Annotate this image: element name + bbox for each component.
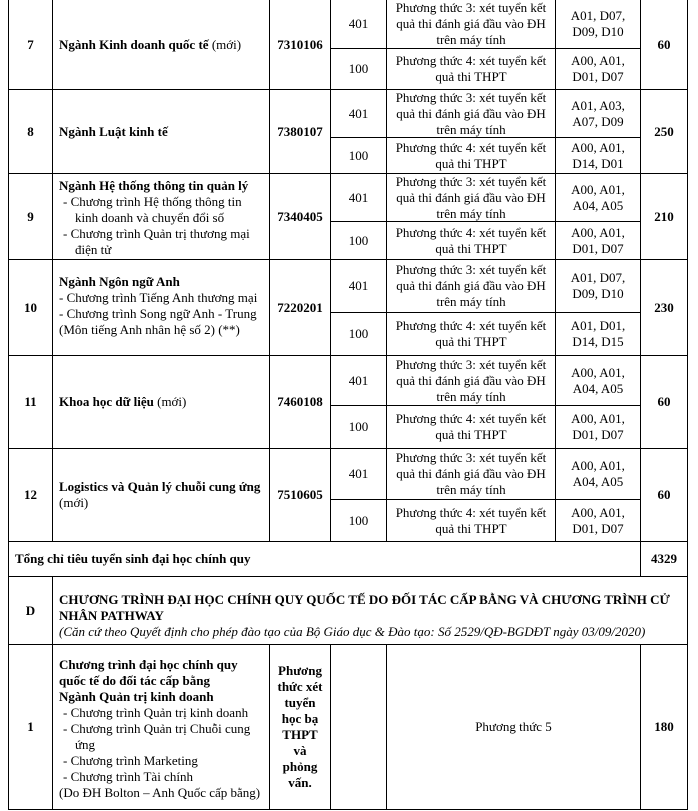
row-9-method-401-id: 401 bbox=[330, 173, 387, 222]
row-9-method-401-desc: Phương thức 3: xét tuyển kết quả thi đánh giá đầu vào ĐH trên máy tính bbox=[386, 173, 556, 222]
row-10-method-100-combos: A01, D01, D14, D15 bbox=[555, 312, 641, 356]
row-12-method-100-desc: Phương thức 4: xét tuyển kết quả thi THPT bbox=[386, 499, 556, 542]
row-12-method-100-combos: A00, A01, D01, D07 bbox=[555, 499, 641, 542]
row-d1-heading: Chương trình đại học chính quy quốc tế do đối tác cấp bằng bbox=[59, 657, 238, 688]
row-12-method-401-combos: A00, A01, A04, A05 bbox=[555, 448, 641, 500]
row-12-major: Logistics và Quản lý chuỗi cung ứng (mới) bbox=[52, 448, 270, 542]
row-9-method-100-desc: Phương thức 4: xét tuyển kết quả thi THPT bbox=[386, 221, 556, 260]
row-8-method-100-desc: Phương thức 4: xét tuyển kết quả thi THPT bbox=[386, 137, 556, 174]
row-9-quota: 210 bbox=[640, 173, 688, 260]
row-12-method-401-desc: Phương thức 3: xét tuyển kết quả thi đánh giá đầu vào ĐH trên máy tính bbox=[386, 448, 556, 500]
row-12-method-100-id: 100 bbox=[330, 499, 387, 542]
row-d1-major-name: Ngành Quản trị kinh doanh bbox=[59, 689, 214, 704]
row-d1-empty-cell bbox=[330, 644, 387, 810]
section-d-title: CHƯƠNG TRÌNH ĐẠI HỌC CHÍNH QUY QUỐC TẾ DO ĐỐI TÁC CẤP BẰNG VÀ CHƯƠNG TRÌNH CỬ NHÂN PATHWAY bbox=[59, 592, 670, 623]
row-7-method-401-desc: Phương thức 3: xét tuyển kết quả thi đánh giá đầu vào ĐH trên máy tính bbox=[386, 0, 556, 49]
row-10-sub-program: - Chương trình Tiếng Anh thương mại bbox=[59, 290, 258, 305]
row-d1-major bbox=[52, 644, 270, 810]
row-11-major: Khoa học dữ liệu (mới) bbox=[52, 355, 270, 449]
row-d1-sub-program: - Chương trình Quản trị kinh doanh bbox=[63, 705, 249, 720]
row-9-sub-program: - Chương trình Quản trị thương mại điện tử bbox=[63, 226, 250, 257]
row-d1-quota: 180 bbox=[640, 644, 688, 810]
row-9-code: 7340405 bbox=[269, 173, 331, 260]
row-7-method-100-id: 100 bbox=[330, 48, 387, 90]
row-7-code: 7310106 bbox=[269, 0, 331, 90]
row-11-method-100-combos: A00, A01, D01, D07 bbox=[555, 405, 641, 449]
row-8-method-401-desc: Phương thức 3: xét tuyển kết quả thi đánh giá đầu vào ĐH trên máy tính bbox=[386, 89, 556, 138]
row-11-quota: 60 bbox=[640, 355, 688, 449]
row-12-code: 7510605 bbox=[269, 448, 331, 542]
row-d1-sub-program: - Chương trình Tài chính bbox=[63, 769, 193, 784]
row-7-quota: 60 bbox=[640, 0, 688, 90]
row-11-method-401-combos: A00, A01, A04, A05 bbox=[555, 355, 641, 406]
row-10-code: 7220201 bbox=[269, 259, 331, 356]
row-10-no: 10 bbox=[8, 259, 53, 356]
row-7-method-401-combos: A01, D07, D09, D10 bbox=[555, 0, 641, 49]
row-8-method-401-combos: A01, A03, A07, D09 bbox=[555, 89, 641, 138]
row-11-code: 7460108 bbox=[269, 355, 331, 449]
section-d-note: (Căn cứ theo Quyết định cho phép đào tạo của Bộ Giáo dục & Đào tạo: Số 2529/QĐ-BGDĐT ngày 03/09/2020) bbox=[59, 624, 646, 639]
row-8-method-401-id: 401 bbox=[330, 89, 387, 138]
row-10-quota: 230 bbox=[640, 259, 688, 356]
row-11-no: 11 bbox=[8, 355, 53, 449]
section-d-letter: D bbox=[8, 576, 53, 645]
row-11-method-100-desc: Phương thức 4: xét tuyển kết quả thi THPT bbox=[386, 405, 556, 449]
row-d1-footnote: (Do ĐH Bolton – Anh Quốc cấp bằng) bbox=[59, 785, 261, 800]
row-10-sub-note: (Môn tiếng Anh nhân hệ số 2) (**) bbox=[59, 322, 240, 337]
row-12-quota: 60 bbox=[640, 448, 688, 542]
row-8-method-100-combos: A00, A01, D14, D01 bbox=[555, 137, 641, 174]
total-value: 4329 bbox=[640, 541, 688, 577]
row-8-method-100-id: 100 bbox=[330, 137, 387, 174]
row-9-method-401-combos: A00, A01, A04, A05 bbox=[555, 173, 641, 222]
row-d1-sub-program: - Chương trình Quản trị Chuỗi cung ứng bbox=[63, 721, 251, 752]
row-10-method-100-desc: Phương thức 4: xét tuyển kết quả thi THPT bbox=[386, 312, 556, 356]
row-d1-method-code: Phương thức xét tuyển học bạ THPT và phỏng vấn. bbox=[269, 644, 331, 810]
row-d1-sub-program: - Chương trình Marketing bbox=[63, 753, 198, 768]
row-7-method-100-desc: Phương thức 4: xét tuyển kết quả thi THPT bbox=[386, 48, 556, 90]
row-d1-method: Phương thức 5 bbox=[386, 644, 641, 810]
row-8-no: 8 bbox=[8, 89, 53, 174]
row-d1-no: 1 bbox=[8, 644, 53, 810]
row-8-quota: 250 bbox=[640, 89, 688, 174]
row-12-no: 12 bbox=[8, 448, 53, 542]
section-d-header bbox=[52, 576, 688, 645]
row-11-method-401-desc: Phương thức 3: xét tuyển kết quả thi đánh giá đầu vào ĐH trên máy tính bbox=[386, 355, 556, 406]
row-9-no: 9 bbox=[8, 173, 53, 260]
row-11-method-100-id: 100 bbox=[330, 405, 387, 449]
row-7-method-100-combos: A00, A01, D01, D07 bbox=[555, 48, 641, 90]
row-10-method-401-combos: A01, D07, D09, D10 bbox=[555, 259, 641, 313]
row-10-method-100-id: 100 bbox=[330, 312, 387, 356]
total-label: Tổng chỉ tiêu tuyển sinh đại học chính quy bbox=[8, 541, 641, 577]
row-7-method-401-id: 401 bbox=[330, 0, 387, 49]
row-9-method-100-id: 100 bbox=[330, 221, 387, 260]
row-9-sub-program: - Chương trình Hệ thống thông tin kinh doanh và chuyển đổi số bbox=[63, 194, 242, 225]
admission-table bbox=[9, 0, 689, 811]
row-8-major: Ngành Luật kinh tế bbox=[52, 89, 270, 174]
row-10-major: Ngành Ngôn ngữ Anh - Chương trình Tiếng Anh thương mại - Chương trình Song ngữ Anh - Trung (Môn tiếng Anh nhân hệ số 2) (**) bbox=[52, 259, 270, 356]
row-8-code: 7380107 bbox=[269, 89, 331, 174]
row-10-method-401-id: 401 bbox=[330, 259, 387, 313]
row-10-method-401-desc: Phương thức 3: xét tuyển kết quả thi đánh giá đầu vào ĐH trên máy tính bbox=[386, 259, 556, 313]
row-9-major: Ngành Hệ thống thông tin quản lý - Chương trình Hệ thống thông tin kinh doanh và chuyển đổi số - Chương trình Quản trị thương mại điện tử bbox=[52, 173, 270, 260]
row-9-method-100-combos: A00, A01, D01, D07 bbox=[555, 221, 641, 260]
row-11-method-401-id: 401 bbox=[330, 355, 387, 406]
row-7-no: 7 bbox=[8, 0, 53, 90]
row-7-major: Ngành Kinh doanh quốc tế (mới) bbox=[52, 0, 270, 90]
row-12-method-401-id: 401 bbox=[330, 448, 387, 500]
row-10-sub-program: - Chương trình Song ngữ Anh - Trung bbox=[59, 306, 257, 321]
